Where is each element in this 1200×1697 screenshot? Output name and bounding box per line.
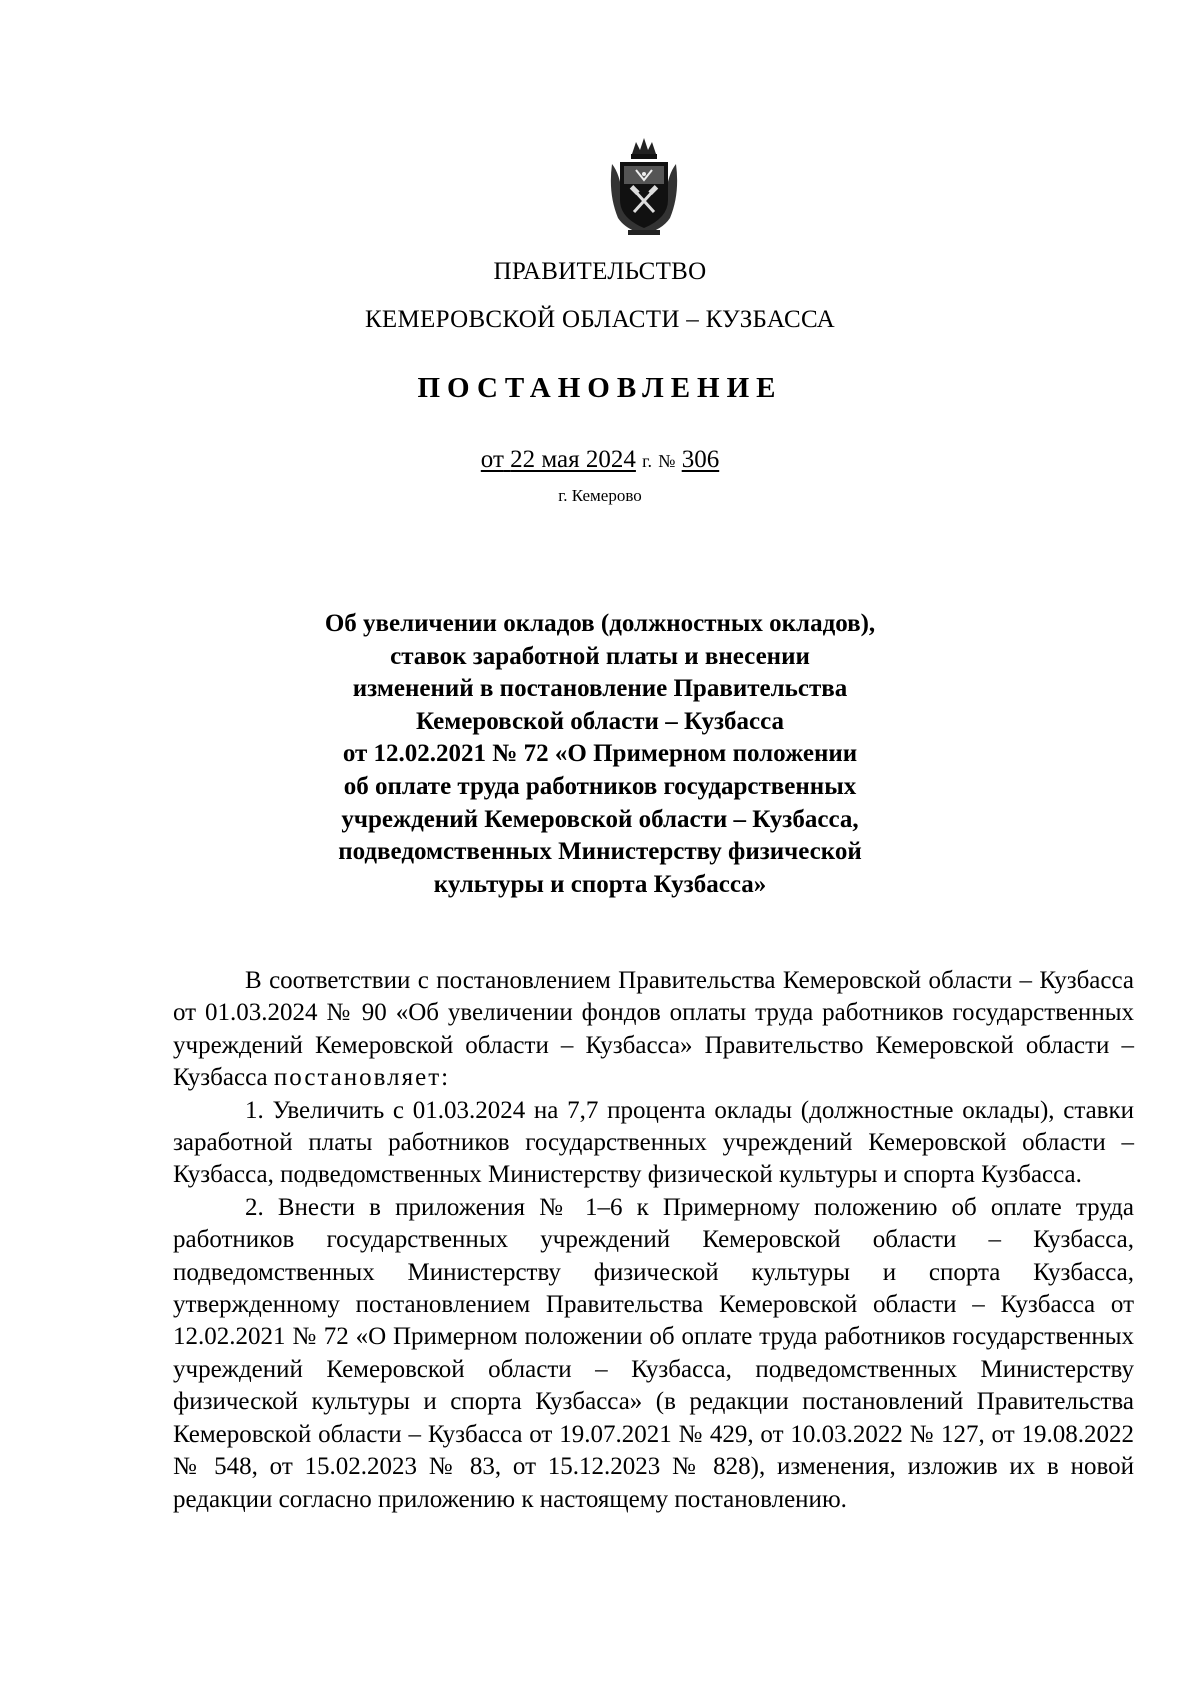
document-type-heading: ПОСТАНОВЛЕНИЕ: [417, 372, 783, 404]
date-prefix: от: [480, 446, 504, 473]
number-sign: №: [658, 451, 676, 471]
document-title: [300, 608, 900, 901]
preamble-paragraph: [173, 965, 1134, 1095]
document-number: 306: [681, 446, 720, 473]
org-name-line-1: ПРАВИТЕЛЬСТВО: [493, 258, 707, 285]
item-1-paragraph: 1. Увеличить с 01.03.2024 на 7,7 процента оклады (должностные оклады), ставки заработной платы работников государственных учреждений Кемеровской области – Кузбасса, подведомственных Министерству физической культуры и спорта Кузбасса.: [173, 1096, 1134, 1189]
date-value: 22 мая 2024: [510, 446, 636, 473]
coat-of-arms-icon: [606, 134, 682, 238]
org-name-line-2: КЕМЕРОВСКОЙ ОБЛАСТИ – КУЗБАССА: [364, 306, 836, 333]
item-2-paragraph: 2. Внести в приложения № 1–6 к Примерному положению об оплате труда работников государственных учреждений Кемеровской области – Кузбасса, подведомственных Министерству физической культуры и спорта Кузбасса, утвержденному постановлением Правительства Кемеровской области – Кузбасса от 12.02.2021 № 72 «О Примерном положении об оплате труда работников государственных учреждений Кемеровской области – Кузбасса, подведомственных Министерству физической культуры и спорта Кузбасса» (в редакции постановлений Правительства Кемеровской области – Кузбасса от 19.07.2021 № 429, от 10.03.2022 № 127, от 19.08.2022 № 548, от 15.02.2023 № 83, от 15.12.2023 № 828), изменения, изложив их в новой редакции согласно приложению к настоящему постановлению.: [173, 1193, 1134, 1513]
title-line: ставок заработной платы и внесении: [390, 642, 810, 670]
title-line: Об увеличении окладов (должностных окладов),: [324, 610, 876, 637]
title-line: учреждений Кемеровской области – Кузбасса,: [341, 805, 859, 833]
preamble-text: В соответствии с постановлением Правительства Кемеровской области – Кузбасса от 01.03.2024 № 90 «Об увеличении фондов оплаты труда работников государственных учреждений Кемеровской области – Кузбасса» Правительство Кемеровской области – Кузбасса: [173, 967, 1134, 1092]
title-line: культуры и спорта Кузбасса»: [433, 870, 767, 898]
preamble-verb: постановляет:: [273, 1064, 451, 1092]
document-city: г. Кемерово: [558, 486, 642, 505]
title-line: об оплате труда работников государственных: [343, 772, 857, 800]
title-line: изменений в постановление Правительства: [352, 675, 848, 703]
document-body: [173, 965, 1134, 1516]
title-line: от 12.02.2021 № 72 «О Примерном положении: [342, 740, 858, 768]
title-line: подведомственных Министерству физической: [338, 838, 862, 866]
document-date-number: [0, 446, 1200, 474]
year-suffix: г.: [642, 451, 653, 471]
title-line: Кемеровской области – Кузбасса: [415, 707, 785, 735]
